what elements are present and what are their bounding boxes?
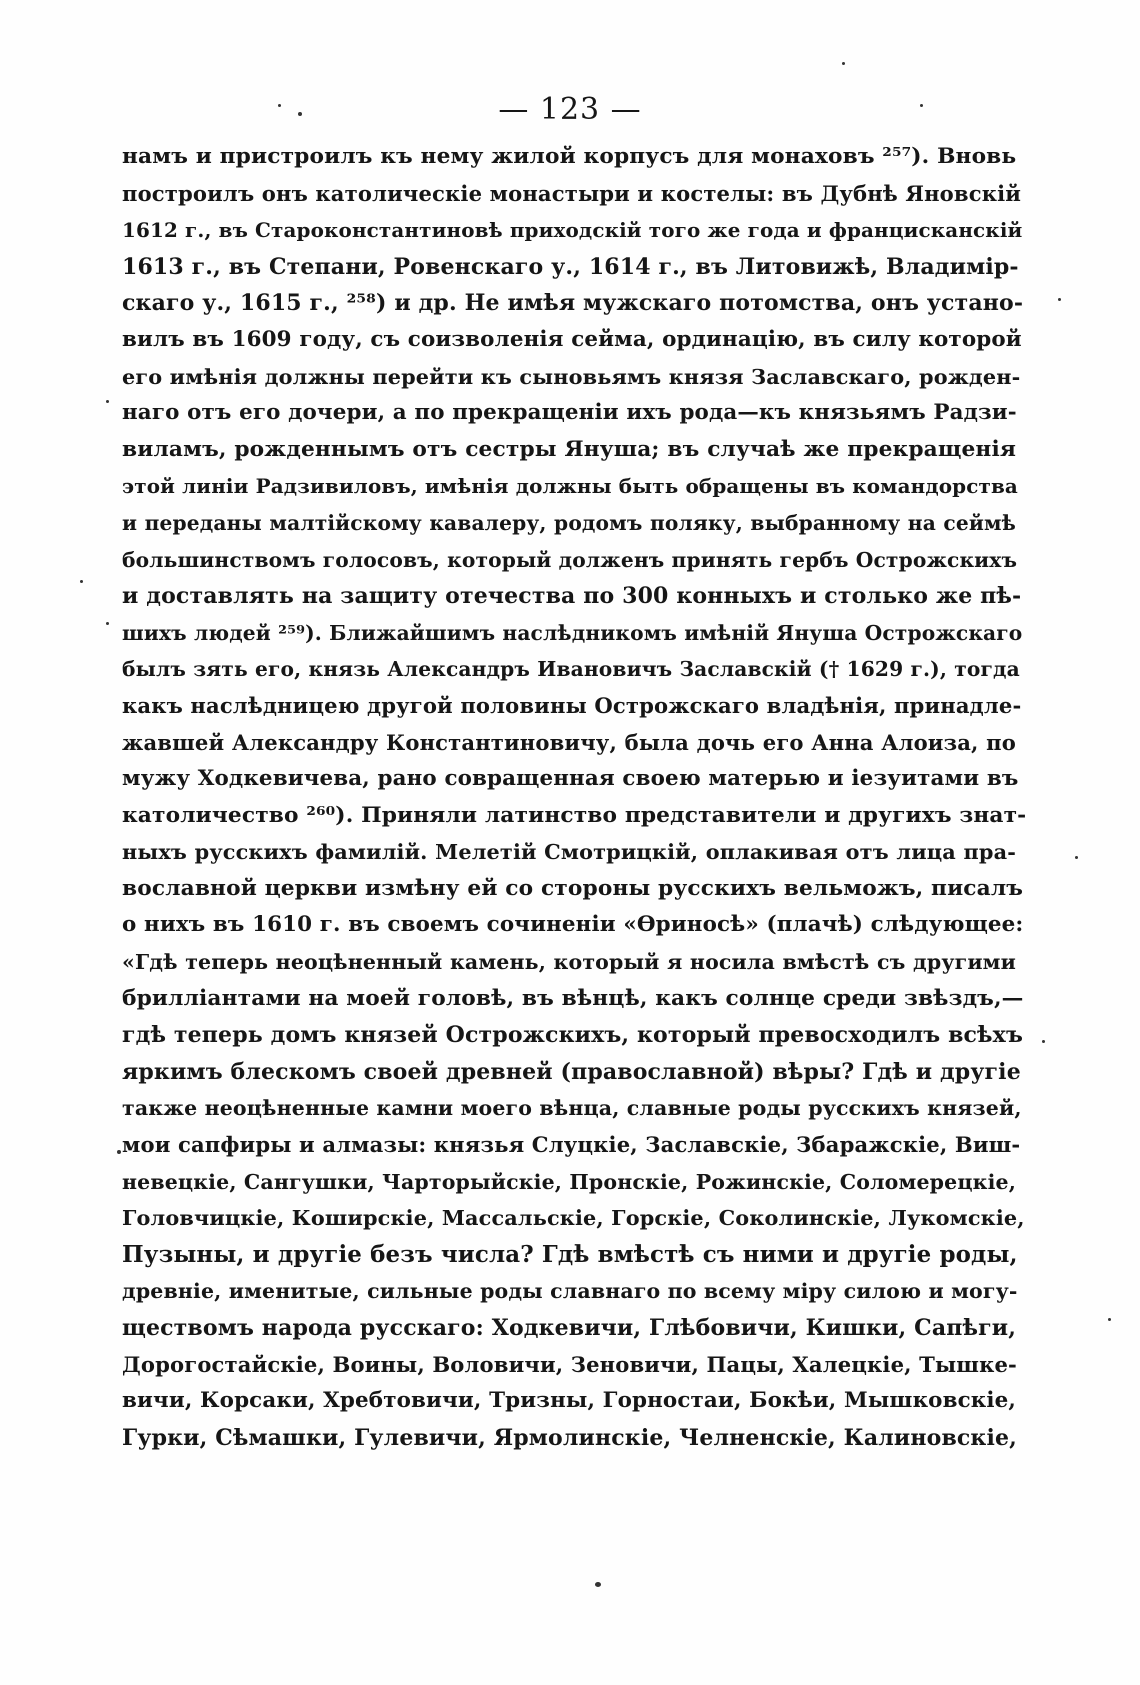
text-line: большинствомъ голосовъ, который долженъ принять гербъ Острожскихъ bbox=[122, 547, 1018, 572]
scan-speck bbox=[1042, 1040, 1045, 1043]
scan-speck bbox=[117, 1150, 121, 1154]
scan-speck bbox=[106, 400, 109, 403]
scan-speck bbox=[278, 104, 281, 107]
text-line: «Гдѣ теперь неоцѣненный камень, который я носила вмѣстѣ съ другими bbox=[122, 950, 1016, 975]
text-line: намъ и пристроилъ къ нему жилой корпусъ для монаховъ ²⁵⁷). Вновь bbox=[122, 144, 1017, 169]
text-line: и переданы малтійскому кавалеру, родомъ поляку, выбранному на сеймѣ bbox=[122, 510, 1016, 535]
scan-speck bbox=[595, 1582, 601, 1587]
text-line: католичество ²⁶⁰). Приняли латинство представители и другихъ знат- bbox=[122, 802, 1027, 828]
scan-speck bbox=[842, 62, 845, 65]
text-line: виламъ, рожденнымъ отъ сестры Януша; въ случаѣ же прекращенія bbox=[122, 436, 1016, 462]
text-line: гдѣ теперь домъ князей Острожскихъ, который превосходилъ всѣхъ bbox=[122, 1022, 1023, 1049]
page-number: — 123 — bbox=[498, 92, 642, 127]
text-line: вославной церкви измѣну ей со стороны русскихъ вельможъ, писалъ bbox=[122, 875, 1024, 901]
text-line: скаго у., 1615 г., ²⁵⁸) и др. Не имѣя мужскаго потомства, онъ устано- bbox=[122, 290, 1024, 317]
text-line: вилъ въ 1609 году, съ соизволенія сейма, ординацію, въ силу которой bbox=[122, 326, 1022, 352]
scan-speck bbox=[1058, 298, 1061, 301]
text-line: жавшей Александру Константиновичу, была дочь его Анна Алоиза, по bbox=[122, 729, 1016, 755]
text-line: о нихъ въ 1610 г. въ своемъ сочиненіи «Ѳриносѣ» (плачѣ) слѣдующее: bbox=[122, 912, 1024, 938]
text-line: также неоцѣненные камни моего вѣнца, славные роды русскихъ князей, bbox=[122, 1096, 1022, 1121]
text-line: 1613 г., въ Степани, Ровенскаго у., 1614 г., въ Литовижѣ, Владимір- bbox=[122, 253, 1019, 280]
text-line: шихъ людей ²⁵⁹). Ближайшимъ наслѣдникомъ имѣній Януша Острожскаго bbox=[122, 620, 1023, 645]
text-line: построилъ онъ католическіе монастыри и костелы: въ Дубнѣ Яновскій bbox=[122, 180, 1022, 206]
text-line: Гурки, Сѣмашки, Гулевичи, Ярмолинскіе, Челненскіе, Калиновскіе, bbox=[122, 1424, 1017, 1451]
scan-speck bbox=[1108, 1318, 1111, 1321]
text-line: мои сапфиры и алмазы: князья Слуцкіе, Заславскіе, Збаражскіе, Виш- bbox=[122, 1132, 1021, 1158]
text-line: древніе, именитые, сильные роды славнаго по всему міру силою и могу- bbox=[122, 1279, 1018, 1304]
text-line: мужу Ходкевичева, рано совращенная своею матерью и іезуитами въ bbox=[122, 766, 1019, 792]
scan-speck bbox=[106, 622, 109, 625]
text-line: какъ наслѣдницею другой половины Острожскаго владѣнія, принадле- bbox=[122, 692, 1022, 718]
text-line: 1612 г., въ Староконстантиновѣ приходскій того же года и францисканскій bbox=[122, 218, 1023, 243]
scan-speck bbox=[298, 112, 302, 116]
text-line: наго отъ его дочери, а по прекращеніи ихъ рода—къ князьямъ Радзи- bbox=[122, 400, 1017, 426]
body-text bbox=[122, 139, 1027, 1456]
text-line: вичи, Корсаки, Хребтовичи, Тризны, Горностаи, Бокѣи, Мышковскіе, bbox=[122, 1388, 1016, 1414]
text-line: невецкіе, Сангушки, Чарторыйскіе, Пронскіе, Рожинскіе, Соломерецкіе, bbox=[122, 1169, 1016, 1194]
text-line: и доставлять на защиту отечества по 300 конныхъ и столько же пѣ- bbox=[122, 583, 1022, 610]
scan-speck bbox=[1075, 856, 1078, 859]
text-line: яркимъ блескомъ своей древней (православной) вѣры? Гдѣ и другіе bbox=[122, 1058, 1021, 1085]
scan-speck bbox=[80, 580, 83, 583]
text-line: Головчицкіе, Коширскіе, Массальскіе, Горскіе, Соколинскіе, Лукомскіе, bbox=[122, 1205, 1025, 1231]
text-line: его имѣнія должны перейти къ сыновьямъ князя Заславскаго, рожден- bbox=[122, 363, 1021, 389]
text-line: брилліантами на моей головѣ, въ вѣнцѣ, какъ солнце среди звѣздъ,— bbox=[122, 985, 1024, 1011]
text-line: этой линіи Радзивиловъ, имѣнія должны быть обращены въ командорства bbox=[122, 474, 1018, 499]
text-line: ныхъ русскихъ фамилій. Мелетій Смотрицкій, оплакивая отъ лица пра- bbox=[122, 839, 1016, 865]
text-line: Пузыны, и другіе безъ числа? Гдѣ вмѣстѣ съ ними и другіе роды, bbox=[122, 1240, 1018, 1268]
text-line: ществомъ народа русскаго: Ходкевичи, Глѣбовичи, Кишки, Сапѣги, bbox=[122, 1315, 1016, 1341]
text-line: Дорогостайскіе, Воины, Воловичи, Зеновичи, Пацы, Халецкіе, Тышке- bbox=[122, 1351, 1017, 1377]
scan-speck bbox=[920, 104, 923, 107]
text-line: былъ зять его, князь Александръ Ивановичъ Заславскій († 1629 г.), тогда bbox=[122, 657, 1020, 682]
